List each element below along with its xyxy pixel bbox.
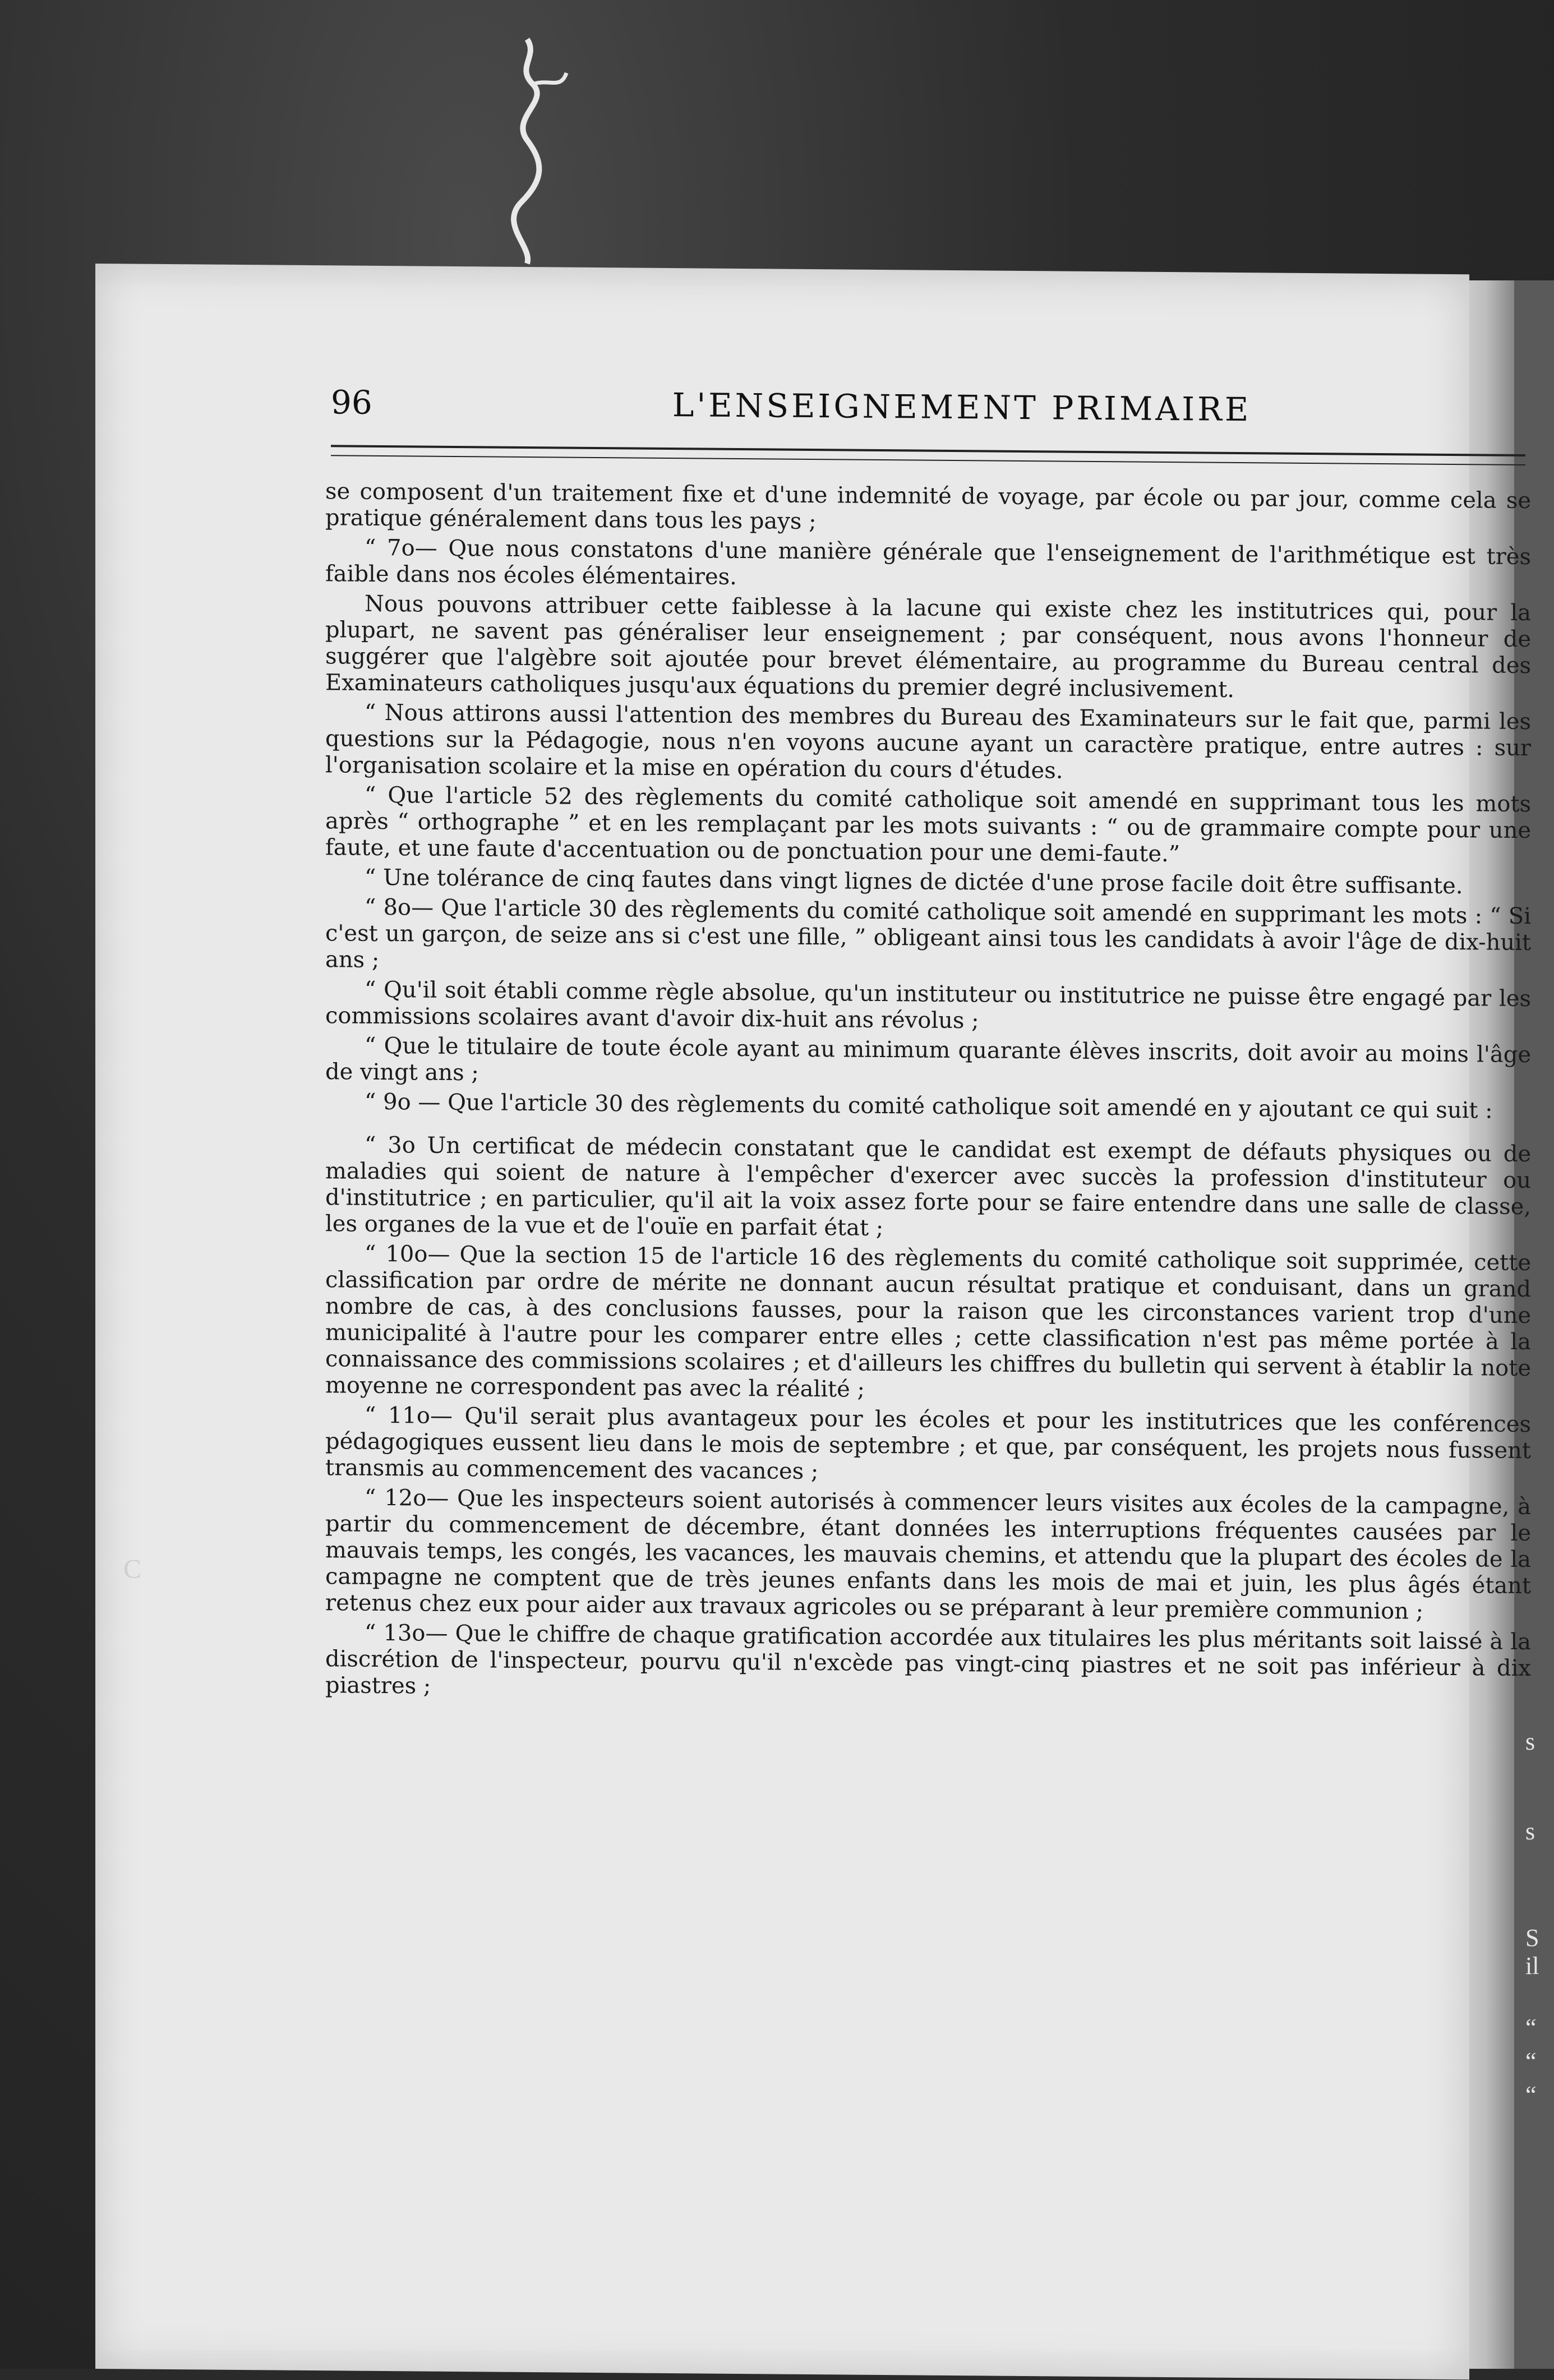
page-number: 96 xyxy=(331,383,372,422)
paragraph: “ 12o— Que les inspecteurs soient autorisés à commencer leurs visites aux écoles de la campagne, à partir du commencement de décembre, étant données les interruptions fréquentes causées par le mauvais temps, les congés, les vacances, les mauvais chemins, et attendu que la plupart des écoles de la campagne ne comptent que de très jeunes enfants dans les mois de mai et juin, les plus âgés étant retenus chez eux pour aider aux travaux agricoles ou se préparant à leur première communion ; xyxy=(325,1484,1531,1625)
paper-tail-decoration xyxy=(494,34,572,269)
paragraph: “ 10o— Que la section 15 de l'article 16 des règlements du comité catholique soit supprimée, cette classification par ordre de mérite ne donnant aucun résultat pratique et conduisant, dans un grand nombre de cas, à des conclusions fausses, pour la raison que les circonstances varient trop d'une municipalité à l'autre pour les comparer entre elles ; cette classification n'est pas même portée à la connaissance des commissions scolaires ; et d'ailleurs les chiffres du bulletin qui servent à établir la note moyenne ne correspondent pas avec la réalité ; xyxy=(325,1240,1531,1403)
next-page-fragment: “ xyxy=(1525,2014,1537,2041)
paragraph: “ 8o— Que l'article 30 des règlements du comité catholique soit amendé en supprimant les mots : “ Si c'est un garçon, de seize ans si c'est une fille, ” obligeant ainsi tous les candidats à avoir l'âge de dix-huit ans ; xyxy=(325,894,1531,973)
paragraph: “ Une tolérance de cinq fautes dans vingt lignes de dictée d'une prose facile doit être suffisante. xyxy=(365,864,1463,900)
paragraph: “ 9o — Que l'article 30 des règlements du comité catholique soit amendé en y ajoutant ce qui suit : xyxy=(365,1088,1493,1124)
next-page-fragment: s xyxy=(1525,1728,1535,1755)
left-margin-mark: C xyxy=(123,1554,142,1584)
paragraph: “ 7o— Que nous constatons d'une manière générale que l'enseignement de l'arithmétique est très faible dans nos écoles élémentaires. xyxy=(325,534,1531,590)
body-text xyxy=(325,478,1531,1712)
paragraph: “ Que l'article 52 des règlements du comité catholique soit amendé en supprimant tous les mots après “ orthographe ” et en les remplaçant par les mots suivants : “ ou de grammaire compte pour une faute, et une faute d'accentuation ou de ponctuation pour une demi-faute.” xyxy=(325,782,1531,868)
page-header xyxy=(331,383,1525,454)
paragraph: “ Nous attirons aussi l'attention des membres du Bureau des Examinateurs sur le fait que, parmi les questions sur la Pédagogie, nous n'en voyons aucune ayant un caractère pratique, entre autres : sur l'organisation scolaire et la mise en opération du cours d'études. xyxy=(325,699,1531,784)
paragraph: Nous pouvons attribuer cette faiblesse à la lacune qui existe chez les institutrices qui, pour la plupart, ne savent pas généraliser leur enseignement ; par conséquent, nous avons l'honneur de suggérer que l'algèbre soit ajoutée pour brevet élémentaire, au programme du Bureau central des Examinateurs catholiques jusqu'aux équations du premier degré inclusivement. xyxy=(325,591,1531,703)
paragraph: se composent d'un traitement fixe et d'une indemnité de voyage, par école ou par jour, comme cela se pratique généralement dans tous les pays ; xyxy=(325,478,1531,535)
running-title: L'ENSEIGNEMENT PRIMAIRE xyxy=(672,386,1252,429)
next-page-fragment: “ xyxy=(1525,2047,1537,2075)
paragraph: “ Que le titulaire de toute école ayant au minimum quarante élèves inscrits, doit avoir au moins l'âge de vingt ans ; xyxy=(325,1032,1531,1086)
next-page-fragment: S xyxy=(1525,1924,1539,1952)
paragraph: “ 13o— Que le chiffre de chaque gratification accordée aux titulaires les plus méritants soit laissé à la discrétion de l'inspecteur, pourvu qu'il n'excède pas vingt-cinq piastres et ne soit pas inférieur à dix piastres ; xyxy=(325,1620,1531,1699)
paragraph: “ Qu'il soit établi comme règle absolue, qu'un instituteur ou institutrice ne puisse être engagé par les commissions scolaires avant d'avoir dix-huit ans révolus ; xyxy=(325,976,1531,1034)
next-page-fragment: il xyxy=(1525,1952,1539,1980)
next-page-fragment: “ xyxy=(1525,2081,1537,2109)
paragraph: “ 11o— Qu'il serait plus avantageux pour les écoles et pour les institutrices que les conférences pédagogiques eussent lieu dans le mois de septembre ; et que, par conséquent, les projets nous fussent transmis au commencement des vacances ; xyxy=(325,1402,1531,1485)
document-page xyxy=(95,264,1531,2379)
paragraph: “ 3o Un certificat de médecin constatant que le candidat est exempt de défauts physiques ou de maladies qui soient de nature à l'empêcher d'exercer avec succès la profession d'instituteur ou d'institutrice ; en particulier, qu'il ait la voix assez forte pour se faire entendre dans une salle de classe, les organes de la vue et de l'ouïe en parfait état ; xyxy=(325,1132,1531,1242)
next-page-fragment: s xyxy=(1525,1818,1535,1845)
